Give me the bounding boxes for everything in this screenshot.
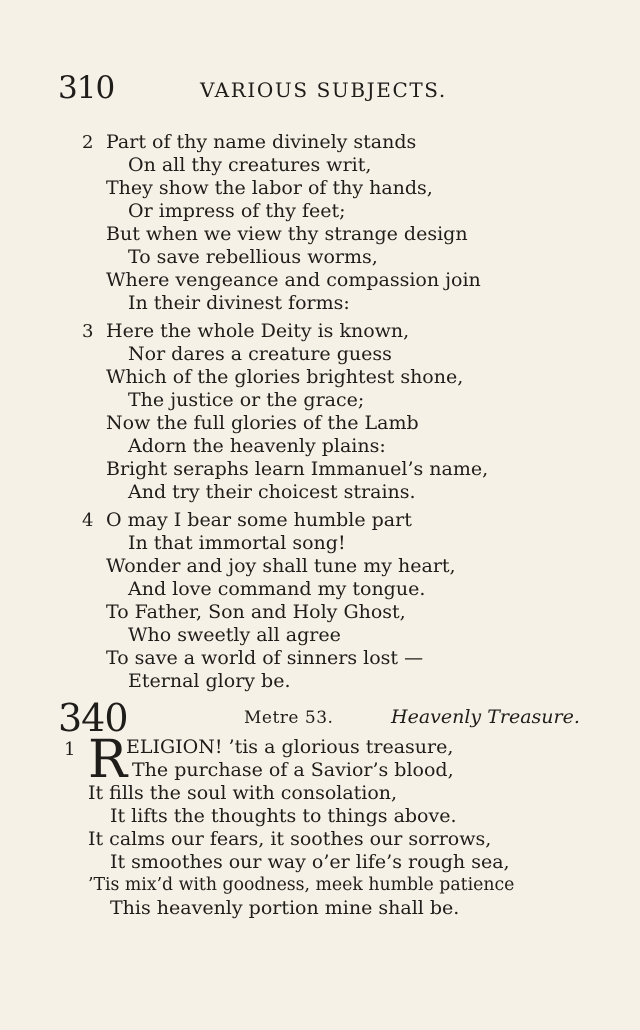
drop-cap: R <box>88 730 128 790</box>
verse-line: In their divinest forms: <box>128 292 350 314</box>
verse-line: Here the whole Deity is known, <box>106 320 410 342</box>
verse-line: The justice or the grace; <box>128 389 365 411</box>
verse-line: Nor dares a creature guess <box>128 343 392 365</box>
verse-line: Or impress of thy feet; <box>128 200 346 222</box>
verse-line: O may I bear some humble part <box>106 509 412 531</box>
verse-line: Adorn the heavenly plains: <box>128 435 386 457</box>
metre-word: Metre <box>244 708 299 728</box>
verse-line: ’Tis mix’d with goodness, meek humble patience <box>88 875 515 895</box>
running-title: VARIOUS SUBJECTS. <box>200 78 447 102</box>
verse-line: Where vengeance and compassion join <box>106 269 481 291</box>
verse-line: Who sweetly all agree <box>128 624 341 646</box>
verse-line: Wonder and joy shall tune my heart, <box>106 555 456 577</box>
verse-number: 3 <box>82 321 94 342</box>
verse-line: And try their choicest strains. <box>128 481 416 503</box>
verse-line: In that immortal song! <box>128 532 346 554</box>
verse-line: They show the labor of thy hands, <box>106 177 433 199</box>
verse-line: And love command my tongue. <box>128 578 426 600</box>
hymn-number: 340 <box>58 696 128 740</box>
verse-line: It calms our fears, it soothes our sorrows, <box>88 828 492 850</box>
verse-number: 2 <box>82 132 94 153</box>
verse-line: Bright seraphs learn Immanuel’s name, <box>106 458 489 480</box>
hymn-title: Heavenly Treasure. <box>391 706 580 728</box>
verse-line: To save a world of sinners lost — <box>106 647 424 669</box>
verse-line: This heavenly portion mine shall be. <box>110 897 460 919</box>
verse-number: 4 <box>82 510 94 531</box>
verse-line: ELIGION! ’tis a glorious treasure, <box>126 736 454 758</box>
verse-line: To Father, Son and Holy Ghost, <box>106 601 406 623</box>
verse-number: 1 <box>64 739 76 760</box>
verse-line: It smoothes our way o’er life’s rough sea, <box>110 851 510 873</box>
verse-line: It lifts the thoughts to things above. <box>110 805 457 827</box>
verse-line: Eternal glory be. <box>128 670 291 692</box>
verse-line: To save rebellious worms, <box>128 246 378 268</box>
hymn-heading <box>58 697 618 739</box>
verse-line: But when we view thy strange design <box>106 223 468 245</box>
verse-line: Which of the glories brightest shone, <box>106 366 464 388</box>
verse-line: The purchase of a Savior’s blood, <box>132 759 454 781</box>
metre-label <box>244 707 333 729</box>
metre-number: 53. <box>304 708 334 728</box>
page-header <box>58 70 458 110</box>
page-number: 310 <box>58 70 115 106</box>
verse-line: Now the full glories of the Lamb <box>106 412 419 434</box>
verse-line: It fills the soul with consolation, <box>88 782 398 804</box>
verse-line: Part of thy name divinely stands <box>106 131 417 153</box>
verse-line: On all thy creatures writ, <box>128 154 372 176</box>
